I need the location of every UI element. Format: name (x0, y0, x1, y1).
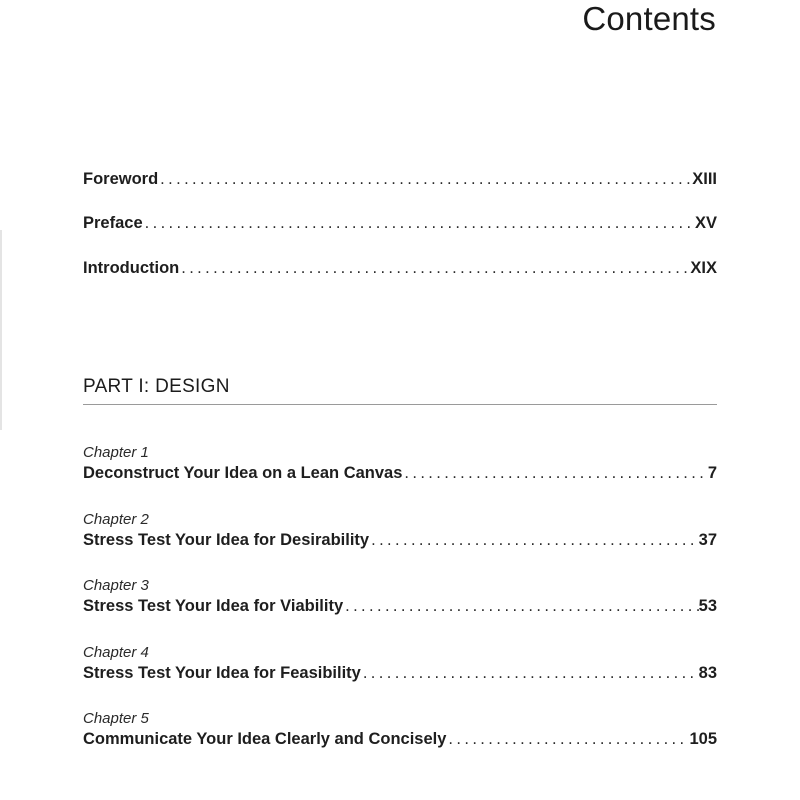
dot-leader (158, 170, 692, 189)
page-title: Contents (582, 0, 716, 37)
dot-leader (361, 664, 699, 683)
chapter-entry-5 (83, 710, 717, 749)
toc-entry-chapter-1[interactable] (83, 464, 717, 483)
toc-entry-chapter-5[interactable] (83, 730, 717, 749)
toc-page-number: XIX (690, 259, 717, 277)
toc-page-number: 53 (698, 597, 717, 615)
toc-entry-title: Stress Test Your Idea for Feasibility (83, 664, 361, 682)
toc-entry-introduction[interactable] (83, 259, 717, 278)
toc-entry-title: Communicate Your Idea Clearly and Concisely (83, 730, 447, 748)
chapter-entry-2 (83, 511, 717, 550)
chapter-label: Chapter 5 (83, 710, 149, 727)
toc-entry-title: Stress Test Your Idea for Viability (83, 597, 344, 615)
toc-page-number: 37 (698, 531, 717, 549)
chapter-label: Chapter 2 (83, 511, 149, 528)
toc-entry-chapter-3[interactable] (83, 597, 717, 616)
chapter-entry-4 (83, 644, 717, 683)
toc-entry-title: Foreword (83, 170, 159, 188)
toc-page-number: XV (694, 214, 717, 232)
dot-leader (369, 531, 699, 550)
part-heading: PART I: DESIGN (83, 376, 717, 405)
dot-leader (446, 730, 689, 749)
toc-entry-title: Stress Test Your Idea for Desirability (83, 531, 370, 549)
toc-page-number: 105 (689, 730, 717, 748)
toc-entry-title: Preface (83, 214, 143, 232)
toc-entry-chapter-4[interactable] (83, 664, 717, 683)
page-edge-shadow (0, 230, 2, 430)
chapter-label: Chapter 4 (83, 644, 149, 661)
toc-entry-title: Introduction (83, 259, 180, 277)
dot-leader (179, 259, 690, 278)
chapter-label: Chapter 3 (83, 577, 149, 594)
toc-page-number: 83 (698, 664, 717, 682)
dot-leader (343, 597, 699, 616)
toc-entry-chapter-2[interactable] (83, 531, 717, 550)
toc-entry-preface[interactable] (83, 214, 717, 233)
dot-leader (143, 214, 695, 233)
toc-page-number: 7 (707, 464, 717, 482)
toc-entry-foreword[interactable] (83, 170, 717, 189)
toc-page-number: XIII (692, 170, 717, 188)
chapter-label: Chapter 1 (83, 444, 149, 461)
chapter-entry-1 (83, 444, 717, 483)
toc-entry-title: Deconstruct Your Idea on a Lean Canvas (83, 464, 403, 482)
chapter-entry-3 (83, 577, 717, 616)
dot-leader (402, 464, 707, 483)
